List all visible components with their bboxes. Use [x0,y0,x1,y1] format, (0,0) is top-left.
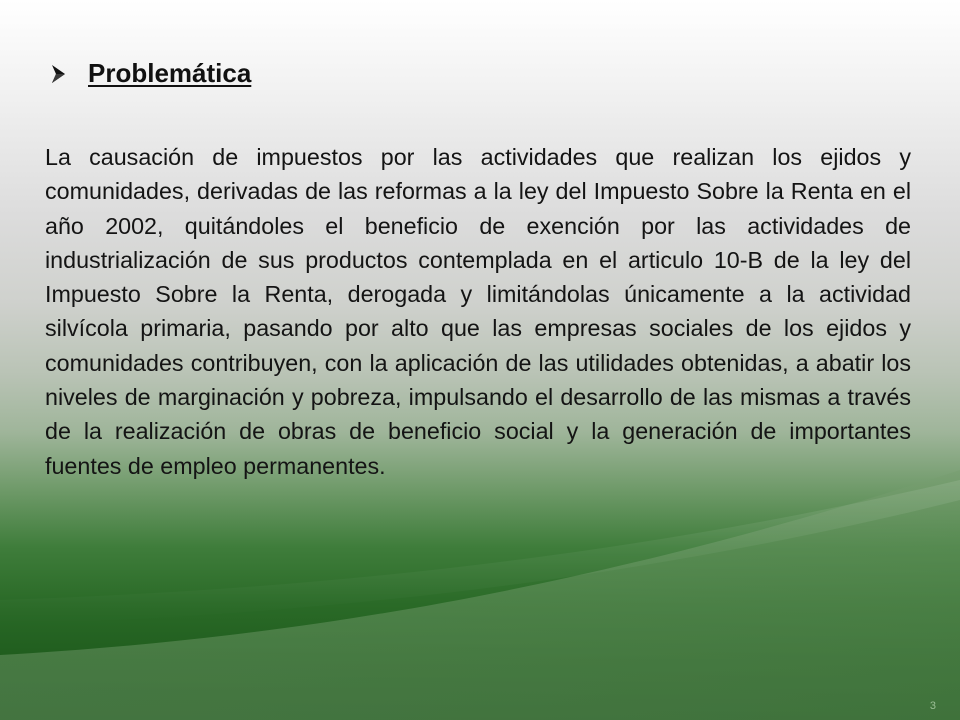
arrow-bullet-icon [48,63,70,85]
slide-title: Problemática [88,58,252,88]
page-number: 3 [929,700,936,712]
title-row [48,58,251,89]
body-paragraph: La causación de impuestos por las actividades que realizan los ejidos y comunidades, derivadas de las reformas a la ley del Impuesto Sobre la Renta en el año 2002, quitándoles el beneficio de exención por las actividades de industrialización de sus productos contemplada en el articulo 10-B de la ley del Impuesto Sobre la Renta, derogada y limitándolas únicamente a la actividad silvícola primaria, pasando por alto que las empresas sociales de los ejidos y comunidades contribuyen, con la aplicación de las utilidades obtenidas, a abatir los niveles de marginación y pobreza, impulsando el desarrollo de las mismas a través de la realización de obras de beneficio social y la generación de importantes fuentes de empleo permanentes. [45,144,911,479]
